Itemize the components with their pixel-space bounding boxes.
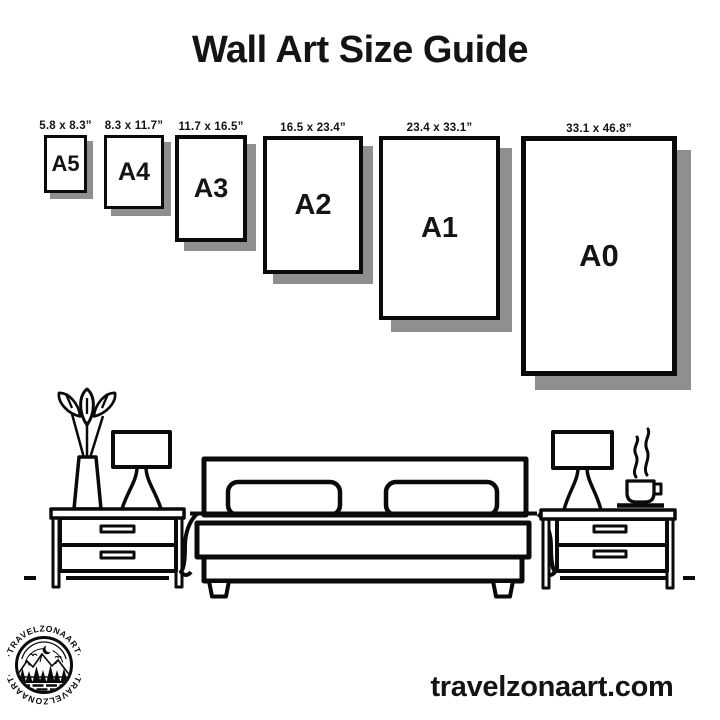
size-frame-a5 bbox=[39, 120, 92, 193]
dimension-label-a0: 33.1 x 46.8” bbox=[566, 123, 632, 135]
brand-name-bottom-text: ·TRAVELZONAART· bbox=[3, 671, 85, 707]
nightstand-right-top bbox=[541, 510, 675, 519]
brand-logo bbox=[1, 621, 89, 711]
size-frame-a4 bbox=[104, 120, 164, 209]
bed-icon bbox=[181, 459, 555, 597]
dimension-label-a1: 23.4 x 33.1” bbox=[406, 122, 473, 134]
website-url: travelzonaart.com bbox=[430, 671, 674, 703]
size-frame-a2 bbox=[263, 122, 363, 274]
size-code-a0: A0 bbox=[579, 238, 619, 273]
nightstand-left-top bbox=[51, 509, 184, 518]
page-title: Wall Art Size Guide bbox=[191, 29, 529, 71]
size-code-a5: A5 bbox=[51, 151, 80, 176]
nightstand-left-icon bbox=[53, 517, 182, 587]
nightstand-right-icon bbox=[543, 518, 673, 588]
size-code-a3: A3 bbox=[193, 173, 229, 203]
dimension-label-a2: 16.5 x 23.4” bbox=[280, 122, 346, 134]
lamp-left-icon bbox=[113, 432, 170, 509]
size-frame-a1 bbox=[379, 122, 500, 320]
size-frame-a3 bbox=[175, 121, 247, 242]
dimension-label-a4: 8.3 x 11.7” bbox=[104, 120, 164, 132]
size-code-a2: A2 bbox=[294, 188, 332, 221]
lamp-right-icon bbox=[553, 432, 612, 510]
coffee-cup-icon bbox=[617, 429, 664, 506]
plant-icon bbox=[55, 389, 119, 509]
size-code-a1: A1 bbox=[420, 211, 459, 244]
size-code-a4: A4 bbox=[118, 157, 150, 186]
bedroom-illustration bbox=[0, 380, 720, 605]
size-frame-a0 bbox=[521, 123, 677, 376]
dimension-label-a5: 5.8 x 8.3” bbox=[39, 120, 92, 132]
dimension-label-a3: 11.7 x 16.5” bbox=[178, 121, 244, 133]
brand-name-top-text: ·TRAVELZONAART· bbox=[3, 623, 85, 659]
